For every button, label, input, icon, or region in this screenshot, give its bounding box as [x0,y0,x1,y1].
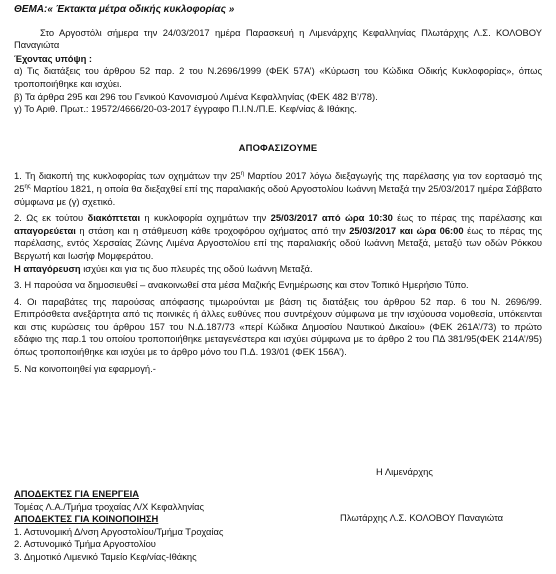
considerations-list [14,65,542,115]
cc-recipients-title: ΑΠΟΔΕΚΤΕΣ ΓΙΑ ΚΟΙΝΟΠΟΙΗΣΗ [14,513,159,525]
commander-name: Πλωτάρχης Λ.Σ. ΚΟΛΟΒΟΥ Παναγιώτα [340,512,504,523]
decision-text: Μαρτίου 1821, η οποία θα διεξαχθεί επί της παραλιακής οδού Αργοστολίου Ιωάννη Μεταξά την 25/03/2017 ημέρα Σάββατο σύμφωνα με (γ) σχετικό. [14,182,542,207]
cc-recipient-item: 2. Αστυνομικό Τμήμα Αργοστολίου [14,538,156,550]
decision-bold-text: 25/03/2017 από ώρα 10:30 [270,212,393,224]
decision-text: η κυκλοφορία οχημάτων την [140,212,271,224]
decision-item-2 [14,212,542,275]
cc-recipient-item: 3. Δημοτικό Λιμενικό Ταμείο Κεφ/νίας-Ιθάκης [14,550,197,562]
decision-text: η στάση και η στάθμευση κάθε τροχοφόρου οχήματος από την [75,224,350,236]
superscript: η [240,171,245,178]
decision-text: 1. Τη διακοπή της κυκλοφορίας των οχημάτων την 25 [14,170,241,182]
action-recipient-item: Τομέας Λ.Α./Τμήμα τροχαίας Λ/Χ Κεφαλληνίας [14,500,205,512]
superscript: ης [24,183,31,190]
decision-text: 2. Ως εκ τούτου [14,212,88,224]
recipients-block [14,488,542,564]
decision-item-4: 4. Οι παραβάτες της παρούσας απόφασης τιμωρούνται με βάση τις διατάξεις του άρθρου 52 παρ. 6 του Ν. 2696/99. Επιπρόσθετα ανεξάρτητα από τις ποινικές ή άλλες ευθύνες που συντρέχουν σύμφωνα με την ισχύουσα νομοθεσία, υπόκεινται και στις κυρώσεις του άρθρου 157 του Ν.Δ.187/73 «περί Κώδικα Δημοσίου Ναυτικού Δικαίου» (ΦΕΚ 261Α’/73) το πρώτο εδάφιο της παρ.1 του οποίου τροποποιήθηκε μεταγενέστερα και ισχύει σύμφωνα με το άρθρο 2 του ΠΔ 381/95(ΦΕΚ 214Α’/95) όπως τροποποιήθηκε και ισχύει με το άρθρο μόνο του Π.Δ. 193/01 (ΦΕΚ 156Α’). [14,295,542,358]
action-recipients-title: ΑΠΟΔΕΚΤΕΣ ΓΙΑ ΕΝΕΡΓΕΙΑ [14,488,139,499]
decision-item-5: 5. Να κοινοποιηθεί για εφαρμογή.- [14,362,156,374]
decision-item-1 [14,170,542,208]
having-considered-label: Έχοντας υπόψη : [14,52,93,64]
decisions-list [14,170,542,375]
decision-bold-text: διακόπτεται [87,212,141,224]
cc-recipient-item: 1. Αστυνομική Δ/νση Αργοστολίου/Τμήμα Τροχαίας [14,525,224,537]
decision-bold-text: απαγορεύεται [14,224,76,236]
document-title: ΘΕΜΑ:« Έκτακτα μέτρα οδικής κυκλοφορίας » [14,4,235,15]
decision-heading: ΑΠΟΦΑΣΙΖΟΥΜΕ [238,141,318,153]
decision-text: ισχύει και για τις δυο πλευρές της οδού Ιωάννη Μεταξά. [80,262,313,274]
decision-bold-text: 25/03/2017 και ώρα 06:00 [349,224,464,236]
consideration-item: β) Τα άρθρα 295 και 296 του Γενικού Κανονισμού Λιμένα Κεφαλληνίας (ΦΕΚ 482 Β’/78). [14,90,378,102]
intro-paragraph: Στο Αργοστόλι σήμερα την 24/03/2017 ημέρα Παρασκευή η Λιμενάρχης Κεφαλληνίας Πλωτάρχης Λ.Σ. ΚΟΛΟΒΟΥ Παναγιώτα [14,26,542,51]
decision-item-3: 3. Η παρούσα να δημοσιευθεί – ανακοινωθεί στα μέσα Μαζικής Ενημέρωσης και στον Τοπικό Ημερήσιο Τύπο. [14,279,469,291]
decision-bold-text: Η απαγόρευση [14,262,81,274]
decision-text: έως το πέρας της παρέλασης και [392,212,542,224]
decision-text: Μαρτίου 2017 λόγω διεξαγωγής της παρέλασης για τον εορτασμό της 25 [14,170,542,194]
consideration-item: γ) Το Αριθ. Πρωτ.: 19572/4666/20-03-2017 έγγραφο Π.Ι.Ν./Π.Ε. Κεφ/νίας & Ιθάκης. [14,103,357,115]
signer-title: Η Λιμενάρχης [376,466,433,477]
decision-text: έως το πέρας της παρέλασης, εντός Χερσαίας Ζώνης Λιμένα Αργοστολίου επί της παραλιακής οδού Ιωάννη Μεταξά, μεταξύ των οδών Ρόκκου Βεργωτή και Ιωσήφ Μομφεράτου. [14,224,543,261]
consideration-item: α) Τις διατάξεις του άρθρου 52 παρ. 2 του Ν.2696/1999 (ΦΕΚ 57Α’) «Κύρωση του Κώδικα Οδικής Κυκλοφορίας», όπως τροποποιήθηκε και ισχύει. [14,65,542,89]
